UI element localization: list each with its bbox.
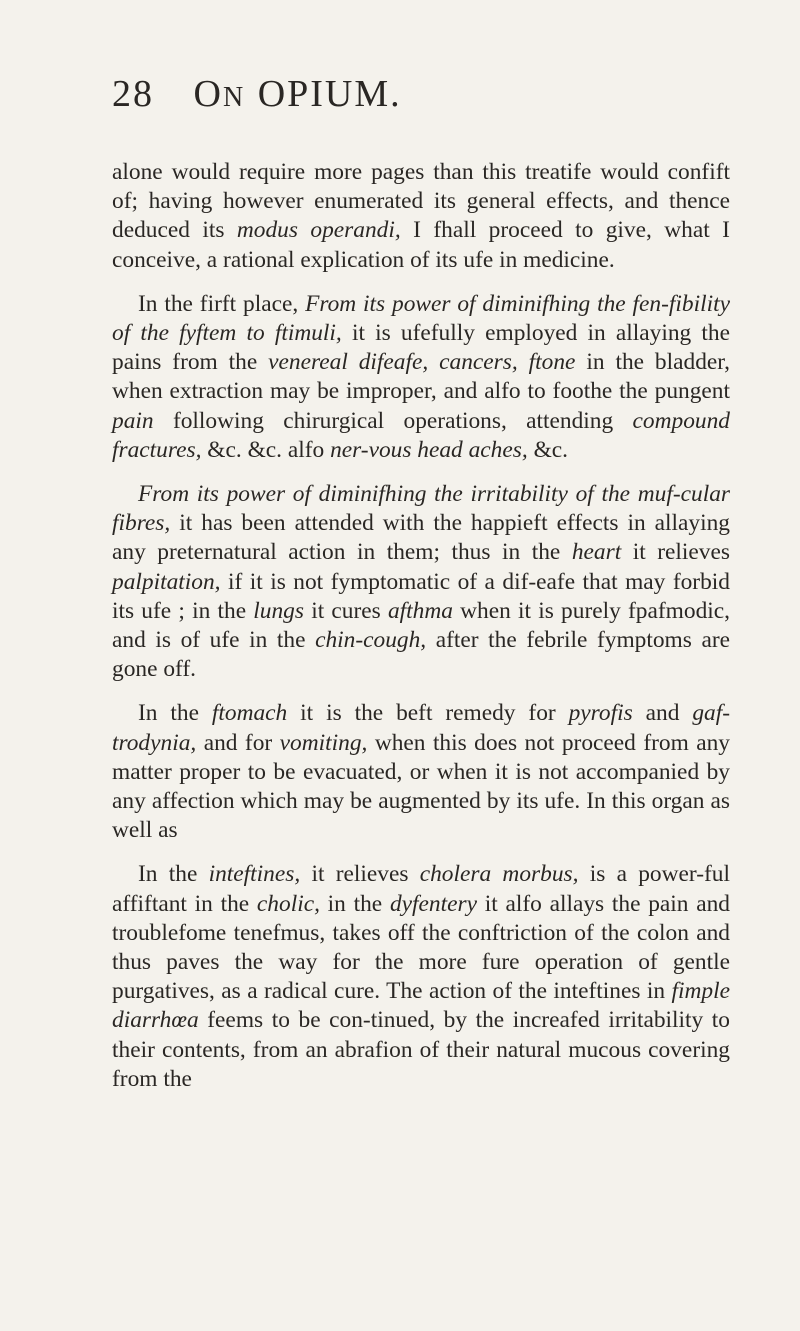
text-run: I fhall proceed to give, what I conceive, a rational explication of its ufe in medicine. <box>112 217 730 273</box>
italic-text: palpitation, <box>112 568 221 595</box>
text-run: &c. <box>527 436 568 463</box>
text-run: it alfo allays the pain and troublefome tenefmus, takes off the conftriction of the colon and thus paves the way for the more fure operation of gentle purgatives, as a radical cure. The action of the inteftines in <box>112 890 730 1005</box>
paragraph <box>112 860 730 1094</box>
italic-text: dyfentery <box>389 890 477 917</box>
text-run: in the bladder, when extraction may be improper, and alfo to foothe the pungent <box>112 349 730 405</box>
text-run: following chirurgical operations, attending <box>153 407 633 434</box>
italic-text: pain <box>112 407 154 434</box>
running-header <box>112 72 402 116</box>
text-run: is a power-ful affiftant in the <box>112 861 730 917</box>
text-run: alone would require more pages than this treatife would confift of; having however enumerated its general effects, and thence deduced its <box>112 159 730 244</box>
running-title <box>194 73 402 115</box>
text-run: when it is purely fpafmodic, and is of ufe in the <box>112 597 730 654</box>
italic-text: compound fractures, <box>112 407 730 463</box>
italic-text: inteftines, <box>208 861 301 888</box>
text-run: In the <box>138 700 212 727</box>
body-text <box>112 158 730 1109</box>
text-run: it is ufefully employed in allaying the pains from the <box>112 320 731 376</box>
text-run: In the <box>138 861 209 888</box>
paragraph <box>112 699 730 845</box>
italic-text: ftomach <box>211 700 288 727</box>
italic-text: venereal difeafe, cancers, ftone <box>268 349 576 376</box>
text-run: it cures <box>303 597 388 624</box>
title-word: OPIUM. <box>257 73 402 115</box>
text-run: in the <box>319 890 390 917</box>
title-small-caps: N <box>222 82 247 113</box>
text-run: it relieves <box>621 539 730 566</box>
italic-text: ner-vous head aches, <box>330 436 528 463</box>
italic-text: modus operandi, <box>236 217 401 244</box>
text-run: it is the beft remedy for <box>287 700 569 727</box>
page-number: 28 <box>112 73 154 115</box>
italic-text: From its power of diminifhing the fen-fibility of the fyftem to ftimuli, <box>112 290 730 347</box>
italic-text: heart <box>571 539 622 566</box>
text-run: after the febrile fymptoms are gone off. <box>112 627 730 683</box>
text-run: if it is not fymptomatic of a dif-eafe that may forbid its ufe ; in the <box>112 568 730 624</box>
text-run: when this does not proceed from any matter proper to be evacuated, or when it is not accompanied by any affection which may be augmented by its ufe. In this organ as well as <box>112 729 731 844</box>
text-run: it has been attended with the happieft effects in allaying any preternatural action in them; thus in the <box>112 510 730 566</box>
text-run: it relieves <box>300 861 420 888</box>
italic-text: pyrofis <box>568 700 633 727</box>
italic-text: cholera morbus, <box>419 861 579 888</box>
italic-text: afthma <box>387 597 453 624</box>
text-run: and <box>632 700 693 727</box>
title-initial: O <box>193 73 223 115</box>
italic-text: cholic, <box>256 890 320 917</box>
paragraph <box>112 158 730 275</box>
italic-text: chin-cough, <box>315 627 427 654</box>
italic-text: lungs <box>253 597 304 624</box>
italic-text: gaf-trodynia, <box>112 700 730 756</box>
italic-text: vomiting, <box>279 729 368 756</box>
text-run: feems to be con-tinued, by the increafed irritability to their contents, from an abrafion of their natural mucous covering from the <box>112 1007 730 1092</box>
text-run: In the firft place, <box>138 290 306 317</box>
text-run: and for <box>196 729 280 756</box>
text-run: &c. &c. alfo <box>201 436 331 463</box>
paragraph <box>112 290 730 465</box>
paragraph <box>112 480 730 684</box>
italic-text: From its power of diminifhing the irritability of the muf-cular fibres, <box>112 481 730 537</box>
italic-text: fimple diarrhœa <box>112 978 730 1034</box>
